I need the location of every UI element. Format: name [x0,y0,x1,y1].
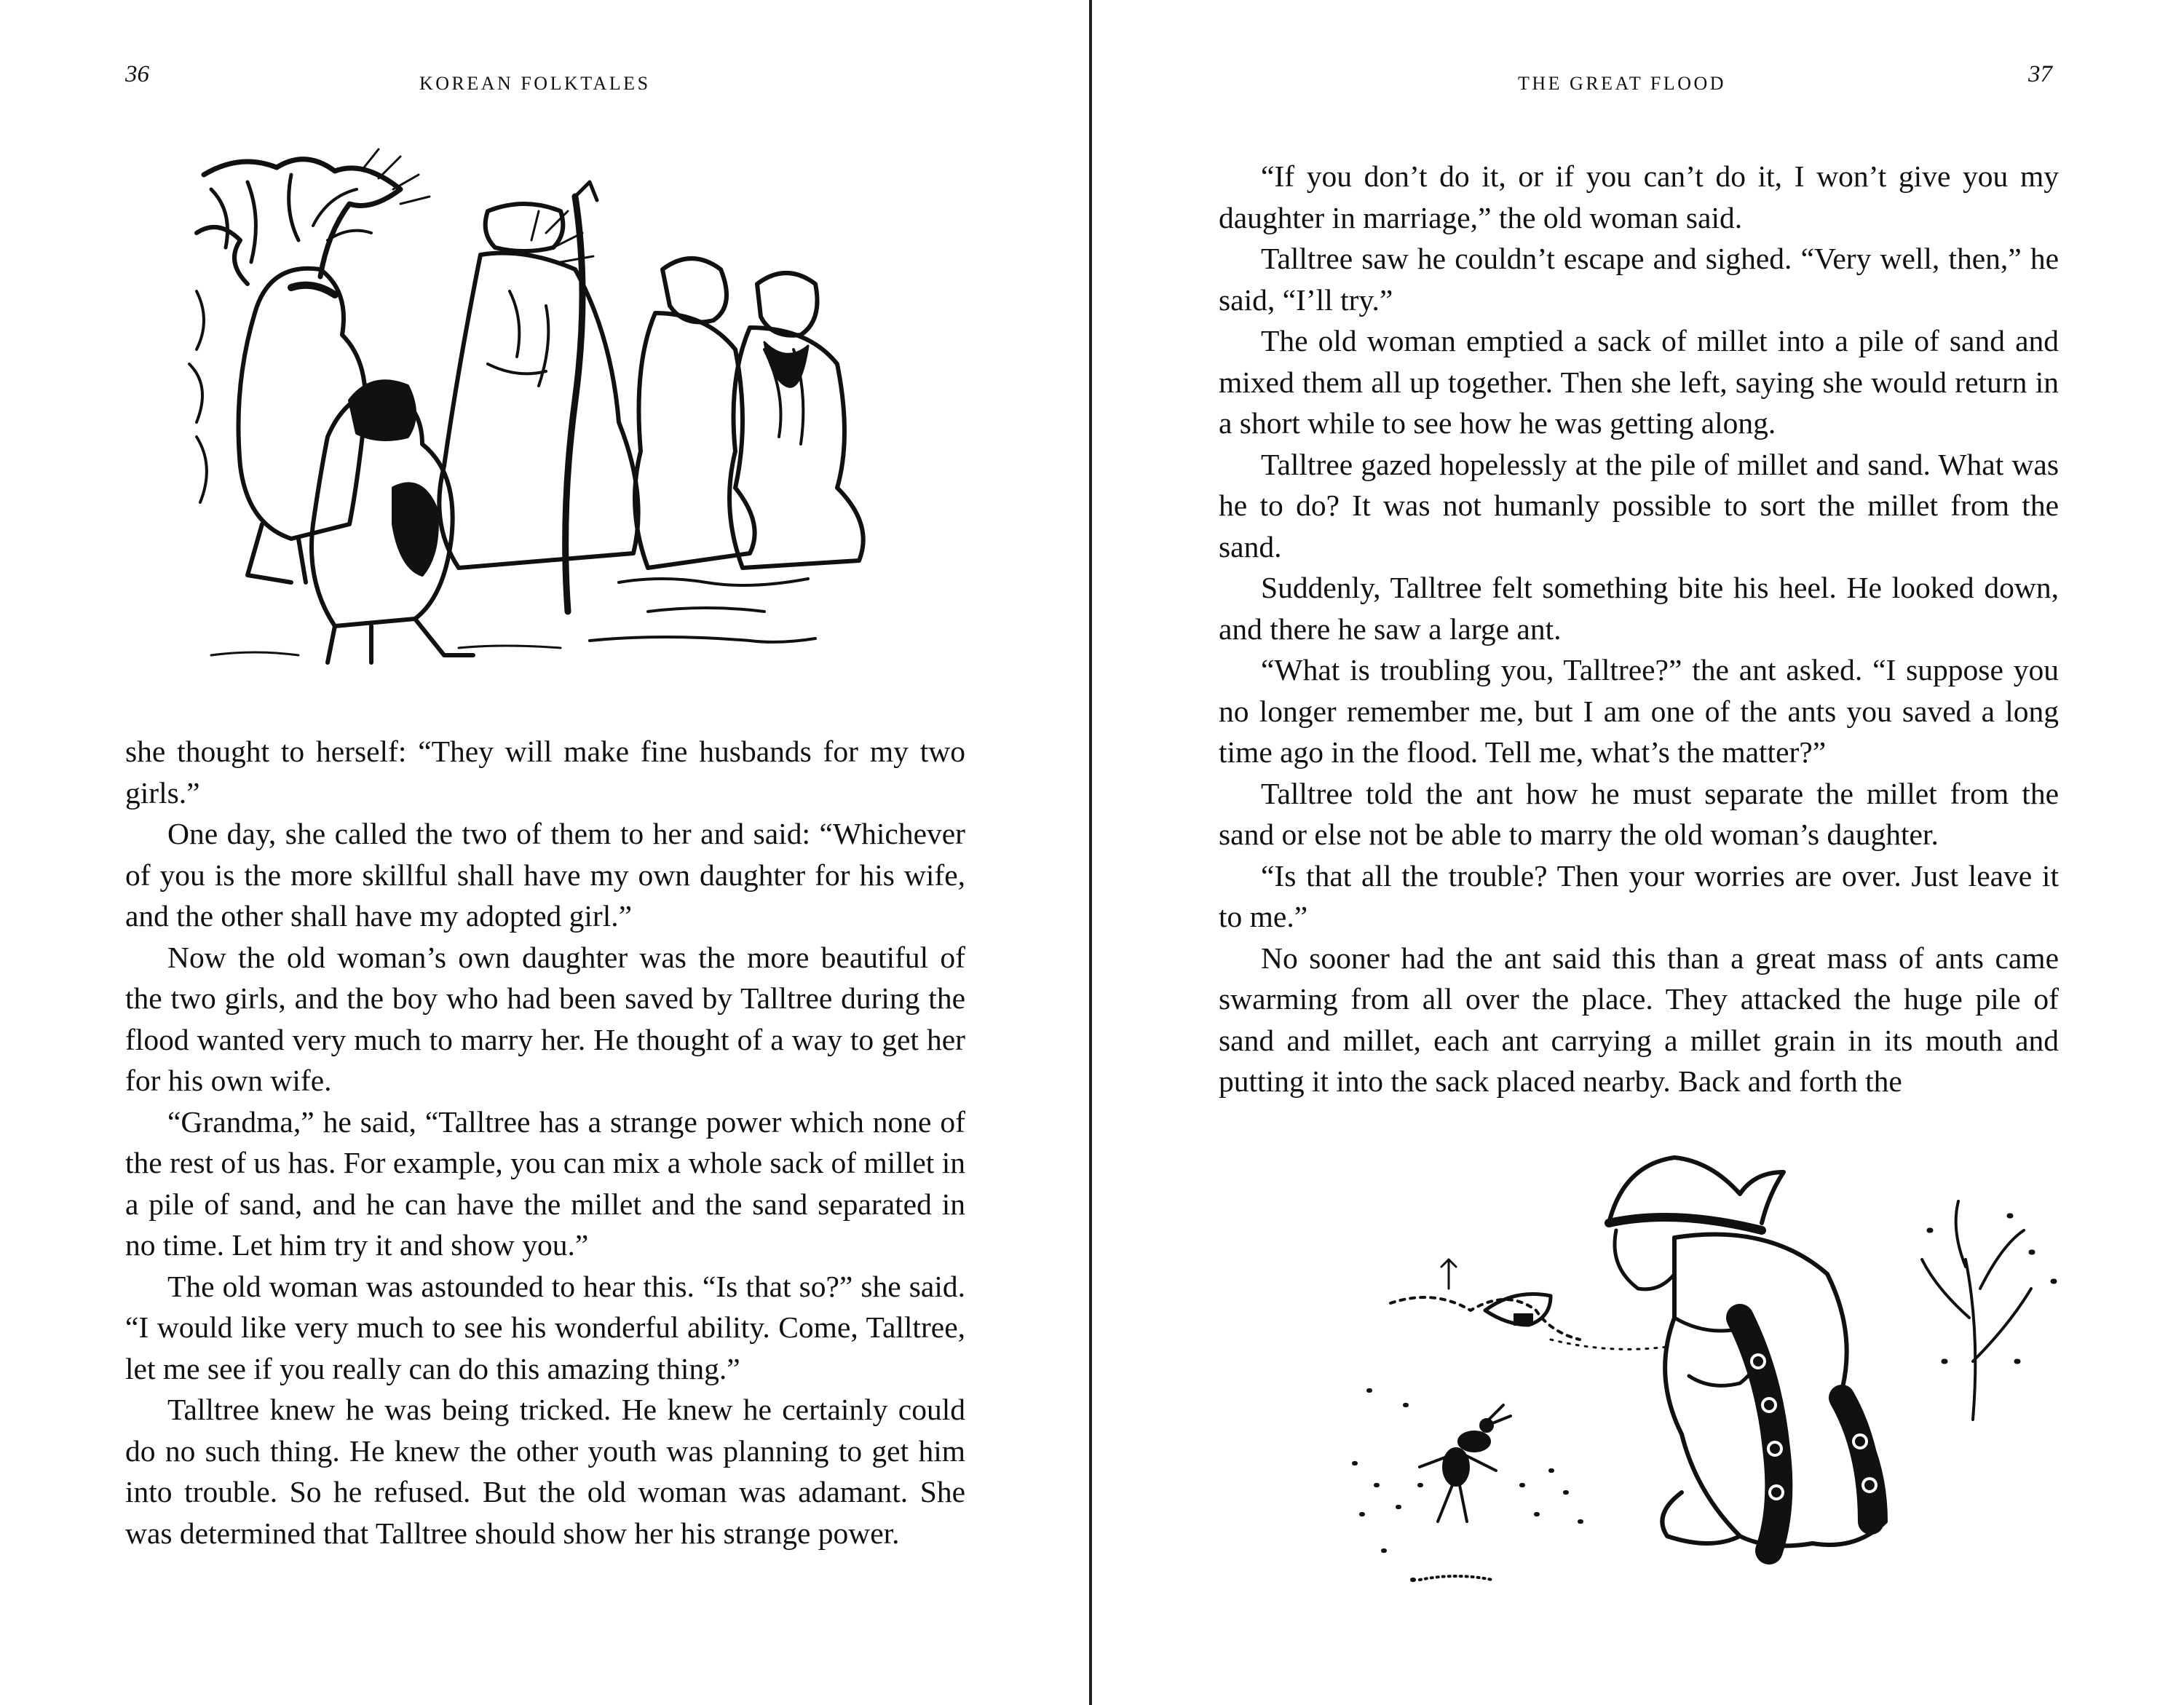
paragraph: she thought to herself: “They will make fine husbands for my two girls.” [125,735,965,810]
running-head: THE GREAT FLOOD [1518,73,1727,94]
paragraph: “Is that all the trouble? Then your worries are over. Just leave it to me.” [1219,858,2059,933]
paragraph: Suddenly, Talltree felt something bite his heel. He looked down, and there he saw a large ant. [1219,571,2059,646]
illustration [1332,1143,2075,1594]
right-body-text [1219,156,2059,1102]
paragraph: The old woman emptied a sack of millet into a pile of sand and mixed them all up together. Then she left, saying she would return in a short while to see how he was getting along. [1219,324,2059,440]
left-body-text [125,731,965,1554]
right-page [1092,0,2184,1705]
paragraph: Talltree told the ant how he must separate the millet from the sand or else not be able to marry the old woman’s daughter. [1219,776,2059,851]
page-number: 36 [125,61,149,87]
illustration [182,146,946,670]
talltree-crouching-with-ant-illustration [1332,1143,2075,1594]
paragraph: Talltree knew he was being tricked. He knew he certainly could do no such thing. He knew the other youth was planning to get him into trouble. So he refused. But the old woman was adamant. She was determined that Talltree should show her his strange power. [125,1393,965,1550]
paragraph: The old woman was astounded to hear this. “Is that so?” she said. “I would like very much to see his wonderful ability. Come, Talltree, let me see if you really can do this amazing thing.” [125,1269,965,1385]
old-woman-with-youths-and-girls-illustration [182,146,946,670]
paragraph: Talltree gazed hopelessly at the pile of millet and sand. What was he to do? It was not humanly possible to sort the millet from the sand. [1219,447,2059,563]
paragraph: “Grandma,” he said, “Talltree has a strange power which none of the rest of us has. For example, you can mix a whole sack of millet in a pile of sand, and he can have the millet and the sand separated in no time. Let him try it and show you.” [125,1104,965,1262]
running-head: KOREAN FOLKTALES [419,73,651,94]
paragraph: Now the old woman’s own daughter was the more beautiful of the two girls, and the boy who had been saved by Talltree during the flood wanted very much to marry her. He thought of a way to get her for his own wife. [125,940,965,1097]
paragraph: “What is troubling you, Talltree?” the ant asked. “I suppose you no longer remember me, but I am one of the ants you saved a long time ago in the flood. Tell me, what’s the matter?” [1219,653,2059,769]
paragraph: “If you don’t do it, or if you can’t do it, I won’t give you my daughter in marriage,” the old woman said. [1219,159,2059,234]
left-page [0,0,1089,1705]
page-number: 37 [2028,61,2052,87]
paragraph: One day, she called the two of them to her and said: “Whichever of you is the more skillful shall have my own daughter for his wife, and the other shall have my adopted girl.” [125,817,965,933]
paragraph: Talltree saw he couldn’t escape and sighed. “Very well, then,” he said, “I’ll try.” [1219,242,2059,317]
paragraph: No sooner had the ant said this than a great mass of ants came swarming from all over the place. They attacked the huge pile of sand and millet, each ant carrying a millet grain in its mouth and putting it into the sack placed nearby. Back and forth the [1219,941,2059,1098]
